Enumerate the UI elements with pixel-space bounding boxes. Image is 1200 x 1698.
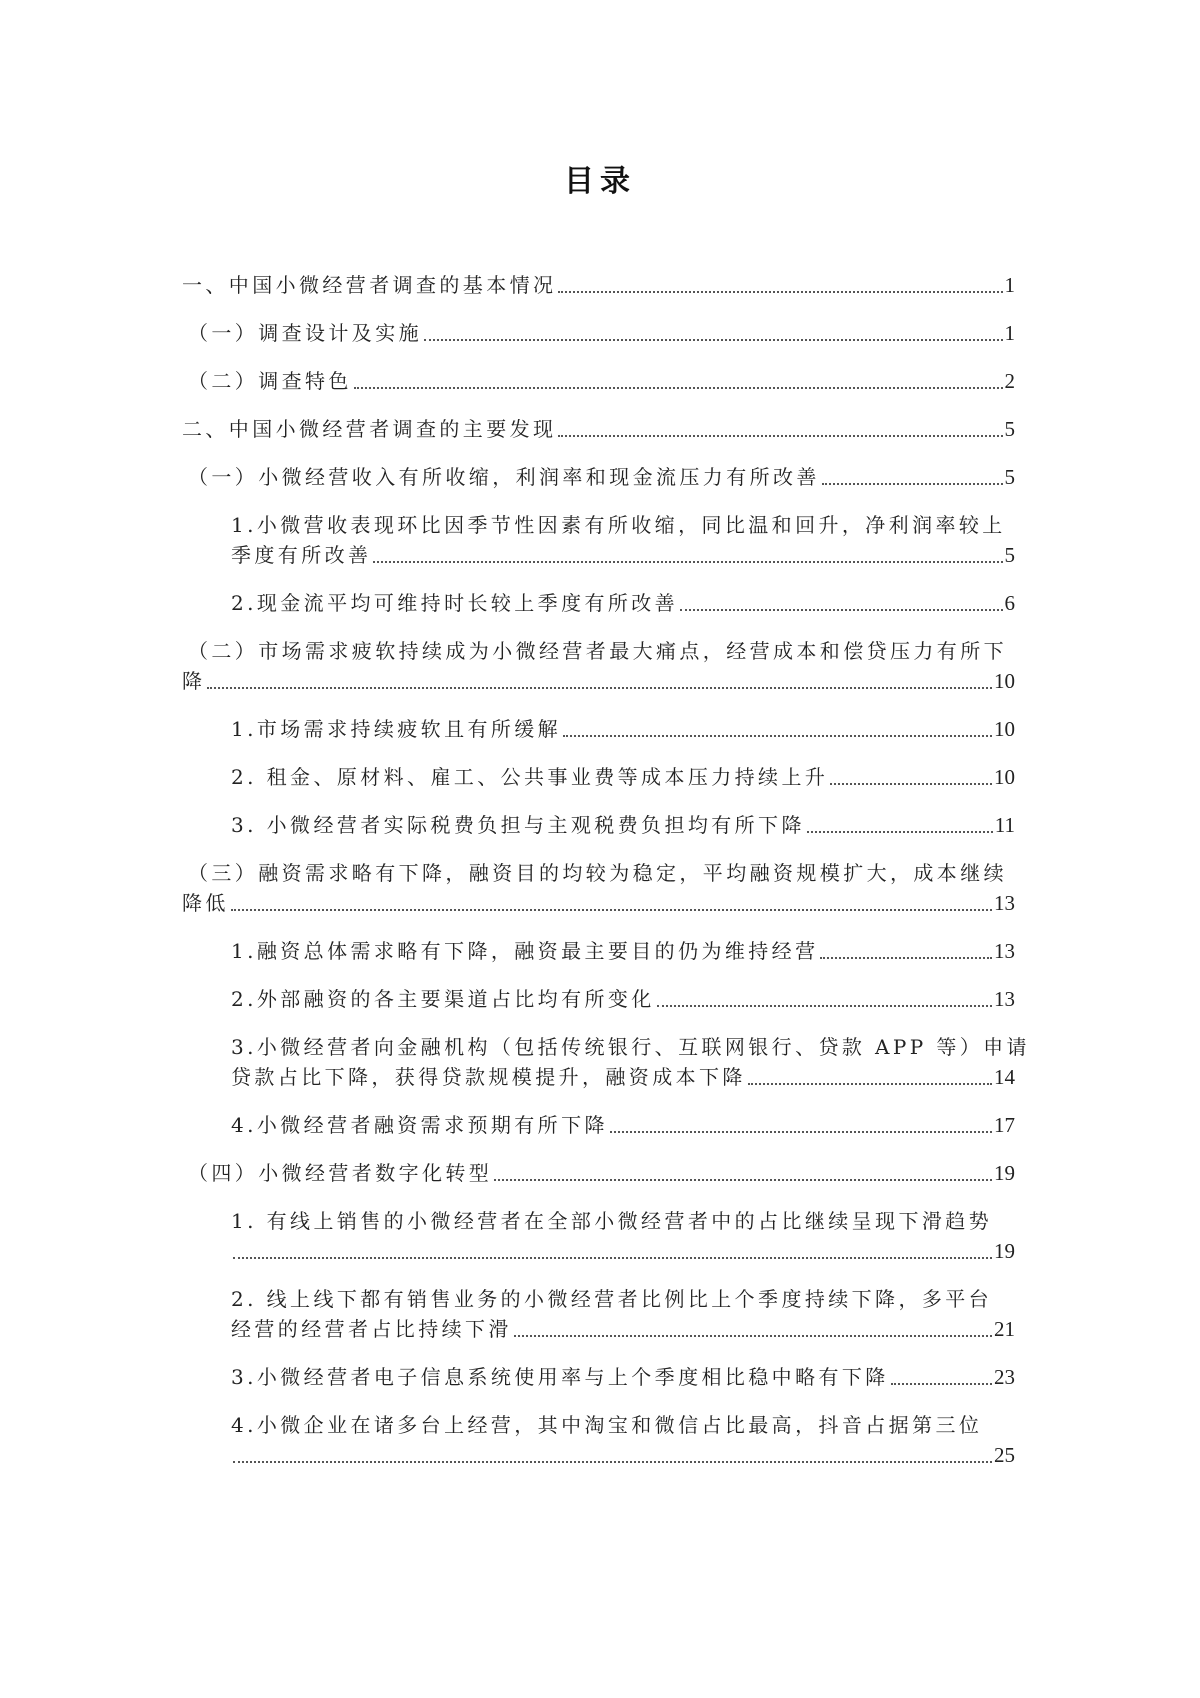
toc-entry-text-line2: 降低: [182, 891, 229, 915]
dot-leader: [807, 831, 993, 833]
toc-entry[interactable]: [182, 858, 1015, 918]
dot-leader: [610, 1131, 992, 1133]
dot-leader: [233, 1461, 992, 1463]
dot-leader: [373, 561, 1002, 563]
toc-entry[interactable]: [182, 1410, 1015, 1470]
toc-entry-text-line1: 3.小微经营者向金融机构（包括传统银行、互联网银行、贷款 APP 等）申请: [231, 1035, 1030, 1059]
toc-page-number: 21: [994, 1317, 1015, 1341]
toc-page-number: 5: [1004, 543, 1015, 567]
toc-entry-text: 3. 小微经营者实际税费负担与主观税费负担均有所下降: [231, 813, 805, 837]
table-of-contents: [182, 270, 1030, 1470]
toc-page-number: 17: [994, 1113, 1015, 1137]
toc-page-number: 10: [994, 669, 1015, 693]
toc-entry-text-line1: （二）市场需求疲软持续成为小微经营者最大痛点，经营成本和偿贷压力有所下: [188, 639, 1007, 663]
toc-entry-text: 2.外部融资的各主要渠道占比均有所变化: [231, 987, 655, 1011]
toc-page-number: 19: [994, 1239, 1015, 1263]
toc-page-number: 2: [1004, 369, 1015, 393]
dot-leader: [563, 735, 992, 737]
toc-entry-text: 4.小微经营者融资需求预期有所下降: [231, 1113, 608, 1137]
toc-entry[interactable]: [182, 1362, 1015, 1392]
toc-entry[interactable]: [182, 1110, 1015, 1140]
toc-page-number: 13: [994, 891, 1015, 915]
toc-entry[interactable]: [182, 984, 1015, 1014]
toc-page-number: 1: [1004, 321, 1015, 345]
dot-leader: [558, 291, 1002, 293]
toc-entry-text: 1.融资总体需求略有下降，融资最主要目的仍为维持经营: [231, 939, 819, 963]
page-title: 目录: [564, 164, 636, 199]
toc-entry-text-line2: 经营的经营者占比持续下滑: [231, 1317, 512, 1341]
dot-leader: [558, 435, 1002, 437]
toc-entry-text: （二）调查特色: [188, 369, 352, 393]
toc-entry-text: 一、中国小微经营者调查的基本情况: [182, 273, 557, 297]
toc-entry[interactable]: [182, 636, 1015, 696]
dot-leader: [822, 483, 1003, 485]
toc-page-number: 23: [994, 1365, 1015, 1389]
toc-entry-text: 二、中国小微经营者调查的主要发现: [182, 417, 557, 441]
dot-leader: [514, 1335, 992, 1337]
toc-page-number: 5: [1004, 417, 1015, 441]
toc-entry[interactable]: [182, 462, 1015, 492]
toc-entry[interactable]: [182, 366, 1015, 396]
toc-entry-text: 3.小微经营者电子信息系统使用率与上个季度相比稳中略有下降: [231, 1365, 889, 1389]
dot-leader: [494, 1179, 992, 1181]
toc-entry-text: 2. 租金、原材料、雇工、公共事业费等成本压力持续上升: [231, 765, 829, 789]
toc-entry[interactable]: [182, 762, 1015, 792]
toc-entry[interactable]: [182, 1284, 1015, 1344]
toc-entry-text: （一）小微经营收入有所收缩，利润率和现金流压力有所改善: [188, 465, 820, 489]
dot-leader: [891, 1383, 992, 1385]
toc-entry-text-line1: （三）融资需求略有下降，融资目的均较为稳定，平均融资规模扩大，成本继续: [188, 861, 1007, 885]
dot-leader: [748, 1083, 992, 1085]
toc-entry[interactable]: [182, 510, 1015, 570]
toc-page-number: 10: [994, 717, 1015, 741]
toc-entry[interactable]: [182, 1206, 1015, 1266]
toc-entry[interactable]: [182, 1032, 1030, 1092]
dot-leader: [680, 609, 1002, 611]
toc-entry[interactable]: [182, 714, 1015, 744]
toc-entry[interactable]: [182, 270, 1015, 300]
dot-leader: [233, 1257, 992, 1259]
toc-entry-text-line1: 1. 有线上销售的小微经营者在全部小微经营者中的占比继续呈现下滑趋势: [231, 1209, 993, 1233]
toc-page-number: 25: [994, 1443, 1015, 1467]
toc-entry[interactable]: [182, 414, 1015, 444]
dot-leader: [207, 687, 992, 689]
toc-page-number: 19: [994, 1161, 1015, 1185]
toc-page-number: 11: [994, 813, 1015, 837]
toc-page-number: 13: [994, 939, 1015, 963]
toc-entry-text-line1: 4.小微企业在诸多台上经营，其中淘宝和微信占比最高，抖音占据第三位: [231, 1413, 983, 1437]
toc-page-number: 1: [1004, 273, 1015, 297]
dot-leader: [354, 387, 1003, 389]
toc-entry-text: 2.现金流平均可维持时长较上季度有所改善: [231, 591, 679, 615]
toc-entry-text: （一）调查设计及实施: [188, 321, 422, 345]
dot-leader: [231, 909, 992, 911]
toc-entry-text-line1: 2. 线上线下都有销售业务的小微经营者比例比上个季度持续下降，多平台: [231, 1287, 993, 1311]
toc-entry[interactable]: [182, 936, 1015, 966]
toc-page-number: 10: [994, 765, 1015, 789]
dot-leader: [424, 339, 1003, 341]
toc-page-number: 6: [1004, 591, 1015, 615]
toc-entry-text-line1: 1.小微营收表现环比因季节性因素有所收缩，同比温和回升，净利润率较上: [231, 513, 1006, 537]
toc-entry[interactable]: [182, 1158, 1015, 1188]
dot-leader: [830, 783, 992, 785]
toc-entry-text: 1.市场需求持续疲软且有所缓解: [231, 717, 562, 741]
toc-entry-text-line2: 季度有所改善: [231, 543, 372, 567]
toc-page-number: 5: [1004, 465, 1015, 489]
toc-entry[interactable]: [182, 810, 1015, 840]
toc-entry-text-line2: 贷款占比下降，获得贷款规模提升，融资成本下降: [231, 1065, 746, 1089]
dot-leader: [657, 1005, 992, 1007]
dot-leader: [820, 957, 992, 959]
toc-entry-text: （四）小微经营者数字化转型: [188, 1161, 493, 1185]
toc-entry[interactable]: [182, 318, 1015, 348]
toc-page-number: 13: [994, 987, 1015, 1011]
toc-entry-text-line2: 降: [182, 669, 206, 693]
toc-page-number: 14: [994, 1065, 1015, 1089]
toc-entry[interactable]: [182, 588, 1015, 618]
